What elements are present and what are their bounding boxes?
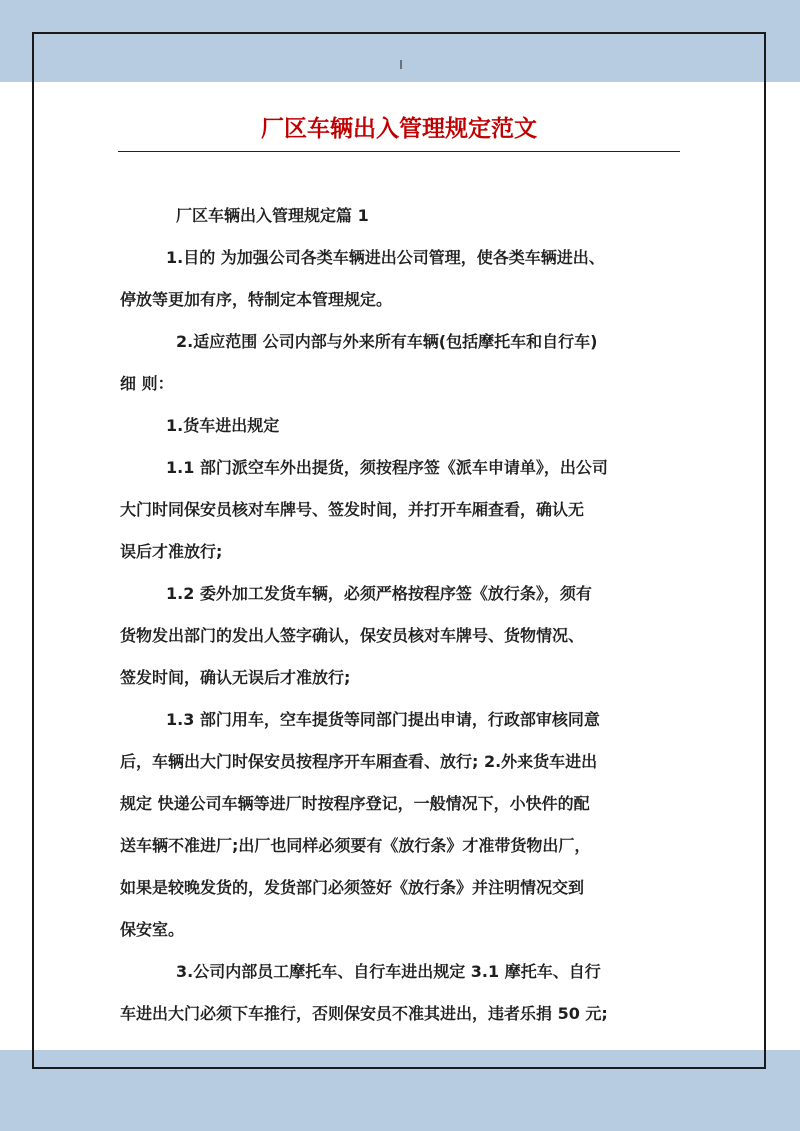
paragraph-line: 2.适应范围 公司内部与外来所有车辆(包括摩托车和自行车) [176, 332, 598, 351]
section-heading: 厂区车辆出入管理规定篇 1 [176, 206, 369, 225]
paragraph-line: 1.1 部门派空车外出提货，须按程序签《派车申请单》，出公司 [166, 458, 608, 477]
paragraph-line: 停放等更加有序，特制定本管理规定。 [120, 290, 393, 309]
paragraph-line: 1.目的 为加强公司各类车辆进出公司管理，使各类车辆进出、 [166, 248, 605, 267]
paragraph-line: 3.公司内部员工摩托车、自行车进出规定 3.1 摩托车、自行 [176, 962, 601, 981]
paragraph-line: 保安室。 [120, 920, 185, 939]
paragraph-line: 1.3 部门用车，空车提货等同部门提出申请，行政部审核同意 [166, 710, 600, 729]
paragraph-line: 送车辆不准进厂;出厂也同样必须要有《放行条》才准带货物出厂， [120, 836, 591, 855]
paragraph-line: 误后才准放行; [120, 542, 223, 561]
paragraph-line: 1.2 委外加工发货车辆，必须严格按程序签《放行条》，须有 [166, 584, 592, 603]
page-number: I [399, 58, 403, 72]
paragraph-line: 货物发出部门的发出人签字确认，保安员核对车牌号、货物情况、 [120, 626, 585, 645]
document-title: 厂区车辆出入管理规定范文 [261, 116, 537, 142]
paragraph-line: 车进出大门必须下车推行，否则保安员不准其进出，违者乐捐 50 元; [120, 1004, 608, 1023]
subsection-heading: 1.货车进出规定 [166, 416, 280, 435]
paragraph-line: 大门时同保安员核对车牌号、签发时间，并打开车厢查看，确认无 [120, 500, 585, 519]
paragraph-line: 规定 快递公司车辆等进厂时按程序登记，一般情况下，小快件的配 [120, 794, 590, 813]
paragraph-line: 细 则： [120, 374, 174, 393]
paragraph-line: 后，车辆出大门时保安员按程序开车厢查看、放行; 2.外来货车进出 [120, 752, 598, 771]
paragraph-line: 如果是较晚发货的，发货部门必须签好《放行条》并注明情况交到 [120, 878, 585, 897]
title-underline [118, 151, 680, 152]
paragraph-line: 签发时间，确认无误后才准放行; [120, 668, 351, 687]
